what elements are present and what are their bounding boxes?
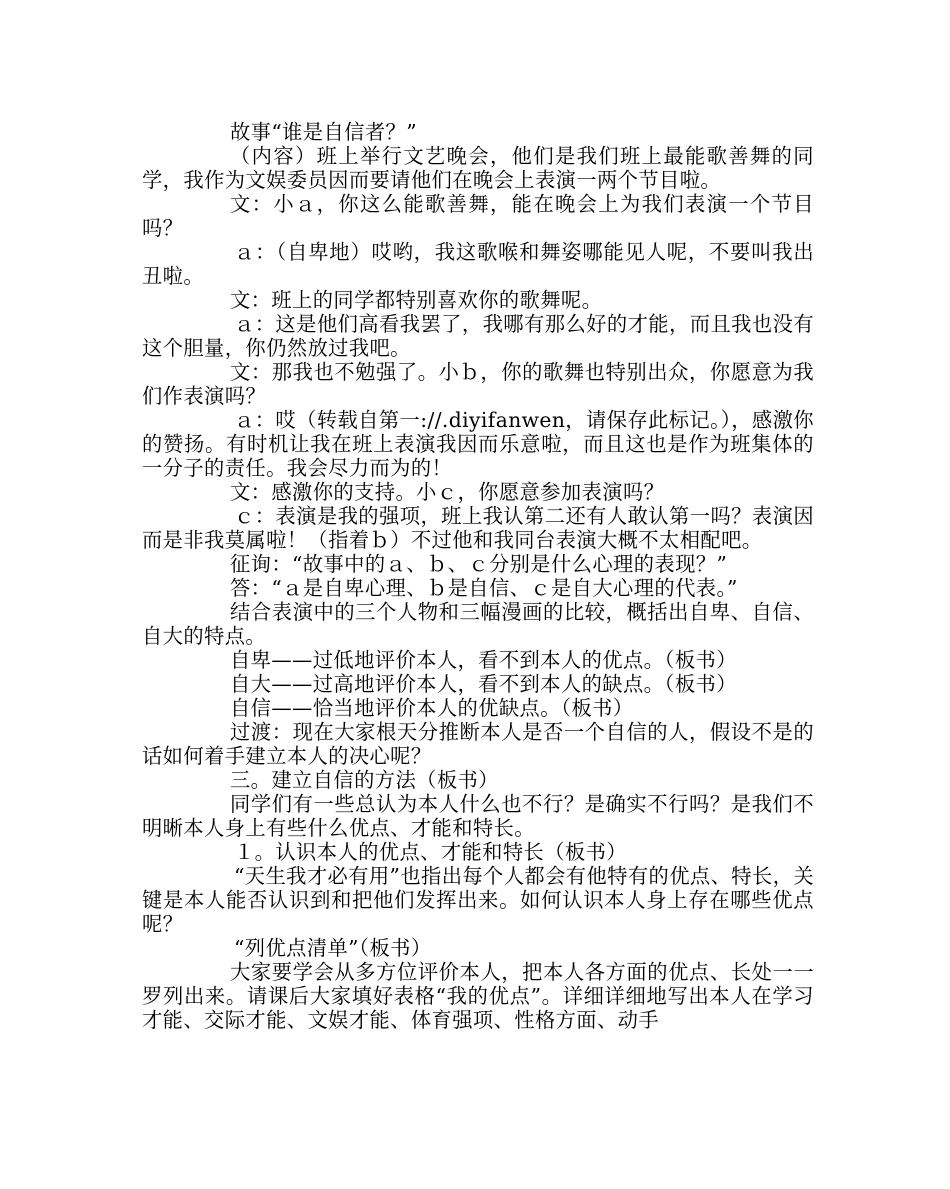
dialogue-line: ａ：（自卑地）哎哟，我这歌喉和舞姿哪能见人呢，不要叫我出丑啦。 — [142, 240, 814, 288]
dialogue-line: ｃ：表演是我的强项，班上我认第二还有人敢认第一吗？表演因而是非我莫属啦！（指着ｂ）不过他和我同台表演大概不太相配吧。 — [142, 504, 814, 552]
section-heading: 三。建立自信的方法（板书） — [230, 768, 499, 792]
method-label: “列优点清单”（板书） — [234, 936, 432, 960]
transition-paragraph: 过渡：现在大家根天分推断本人是否一个自信的人，假设不是的话如何着手建立本人的决心呢？ — [142, 720, 814, 768]
board-note: 自信——恰当地评价本人的优缺点。（板书） — [230, 696, 634, 720]
subsection-heading: １。认识本人的优点、才能和特长（板书） — [234, 840, 627, 864]
story-intro-paragraph: （内容）班上举行文艺晚会，他们是我们班上最能歌善舞的同学，我作为文娱委员因而要请他们在晚会上表演一两个节目啦。 — [142, 144, 814, 192]
document-body — [142, 120, 814, 1032]
dialogue-line: 文：班上的同学都特别喜欢你的歌舞呢。 — [230, 288, 603, 312]
dialogue-line: 文：那我也不勉强了。小ｂ，你的歌舞也特别出众，你愿意为我们作表演吗？ — [142, 360, 814, 408]
body-paragraph: 同学们有一些总认为本人什么也不行？是确实不行吗？是我们不明晰本人身上有些什么优点、才能和特长。 — [142, 792, 814, 840]
body-paragraph: 大家要学会从多方位评价本人，把本人各方面的优点、长处一一罗列出来。请课后大家填好表格“我的优点”。详细详细地写出本人在学习才能、交际才能、文娱才能、体育强项、性格方面、动手 — [142, 960, 814, 1032]
body-paragraph: “天生我才必有用”也指出每个人都会有他特有的优点、特长，关键是本人能否认识到和把他们发挥出来。如何认识本人身上存在哪些优点呢？ — [142, 864, 814, 936]
story-title: 故事“谁是自信者？” — [230, 120, 417, 144]
question-paragraph: 征询：“故事中的ａ、ｂ、ｃ分别是什么心理的表现？” — [230, 552, 728, 576]
board-note: 自卑——过低地评价本人，看不到本人的优点。（板书） — [230, 648, 737, 672]
dialogue-line: 文：小ａ，你这么能歌善舞，能在晚会上为我们表演一个节目吗？ — [142, 192, 814, 240]
answer-paragraph: 答：“ａ是自卑心理、ｂ是自信、ｃ是自大心理的代表。” — [230, 576, 738, 600]
dialogue-line: 文：感激你的支持。小ｃ，你愿意参加表演吗？ — [230, 480, 665, 504]
dialogue-line: ａ：这是他们高看我罢了，我哪有那么好的才能，而且我也没有这个胆量，你仍然放过我吧。 — [142, 312, 814, 360]
summary-paragraph: 结合表演中的三个人物和三幅漫画的比较，概括出自卑、自信、自大的特点。 — [142, 600, 814, 648]
dialogue-line: ａ：哎（转载自第一://.diyifanwen，请保存此标记。），感激你的赞扬。有时机让我在班上表演我因而乐意啦，而且这也是作为班集体的一分子的责任。我会尽力而为的！ — [142, 408, 814, 480]
board-note: 自大——过高地评价本人，看不到本人的缺点。（板书） — [230, 672, 737, 696]
